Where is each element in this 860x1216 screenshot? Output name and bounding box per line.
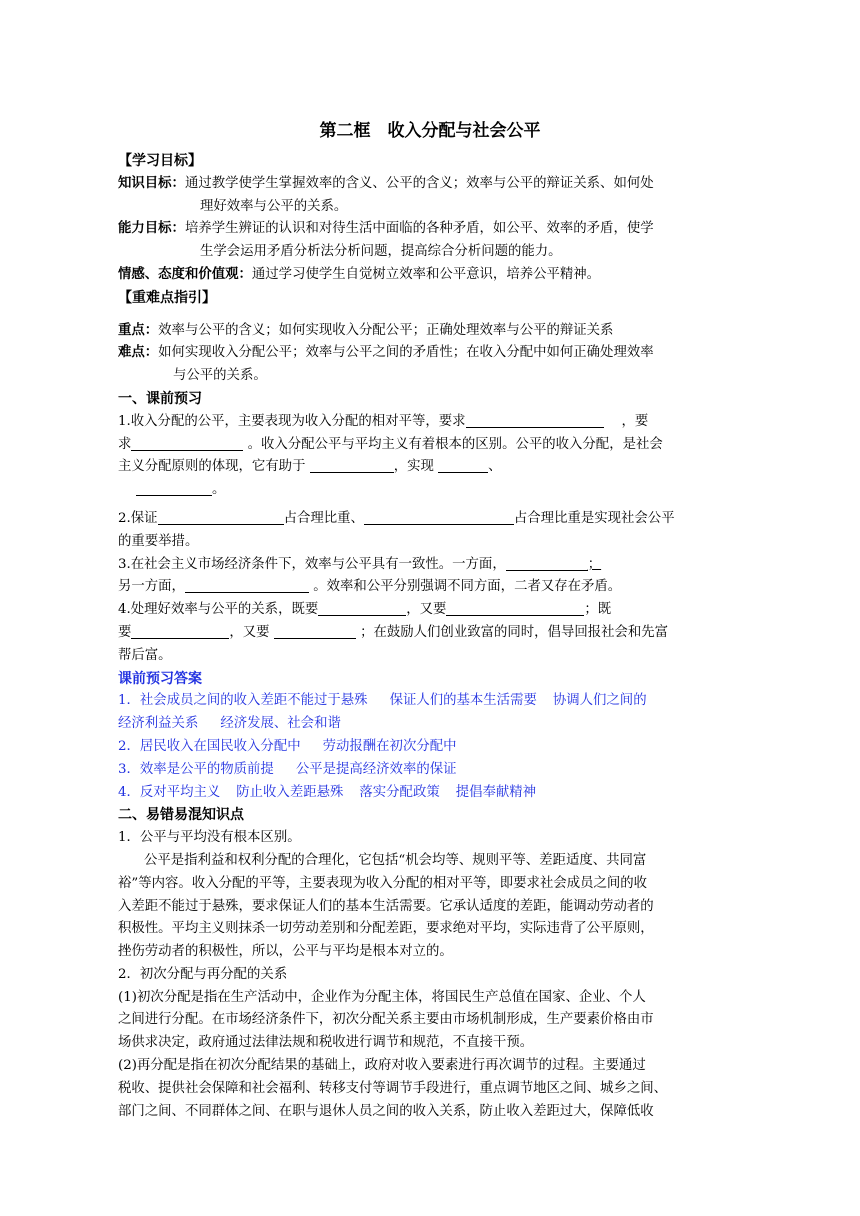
a1-part-2: 保证人们的基本生活需要 <box>389 693 537 709</box>
fill-blank[interactable] <box>274 624 356 639</box>
q3-text-a: 3.在社会主义市场经济条件下，效率与公平具有一致性。一方面， <box>118 556 506 572</box>
fill-blank[interactable] <box>185 578 309 593</box>
point-2-line-5: 税收、提供社会保障和社会福利、转移支付等调节手段进行，重点调节地区之间、城乡之间、 <box>118 1080 668 1096</box>
knowledge-objective <box>118 173 732 196</box>
fill-blank[interactable] <box>131 436 243 451</box>
a2-part-1: 2．居民收入在国民收入分配中 <box>118 738 301 754</box>
keypoints-heading: 【重难点指引】 <box>118 289 216 306</box>
answer-1-line-2 <box>118 713 732 736</box>
point-2-line-2: 之间进行分配。在市场经济条件下，初次分配关系主要由市场机制形成，生产要素价格由市 <box>118 1012 654 1028</box>
point-2-title: 2．初次分配与再分配的关系 <box>118 966 288 982</box>
page-title: 第二框 收入分配与社会公平 <box>319 121 541 141</box>
question-2-line-1 <box>118 508 732 531</box>
point-2-line-6: 部门之间、不同群体之间、在职与退休人员之间的收入关系，防止收入差距过大，保障低收 <box>118 1103 654 1119</box>
a1-part-1: 1．社会成员之间的收入差距不能过于悬殊 <box>118 693 368 709</box>
a1-part-4: 经济利益关系 <box>118 716 199 732</box>
document-content <box>118 150 732 1123</box>
question-4-line-1 <box>118 599 732 622</box>
fill-blank[interactable] <box>364 510 514 525</box>
a2-part-2: 劳动报酬在初次分配中 <box>322 738 457 754</box>
question-1-line-1 <box>118 411 732 434</box>
q4-text-e: ，又要 <box>229 624 274 640</box>
q3-text-d: 。效率和公平分别强调不同方面，二者又存在矛盾。 <box>308 579 622 595</box>
point-1-line-4: 积极性。平均主义则抹杀一切劳动差别和分配差距，要求绝对平均，实际违背了公平原则， <box>118 921 654 937</box>
question-1-line-3 <box>118 456 732 479</box>
a3-part-2: 公平是提高经济效率的保证 <box>295 761 457 777</box>
preview-heading: 一、课前预习 <box>118 390 202 407</box>
question-3-line-1 <box>118 554 732 577</box>
q1-text-d: 。收入分配公平与平均主义有着根本的区别。公平的收入分配，是社会 <box>247 436 663 452</box>
knowledge-label: 知识目标： <box>118 175 185 191</box>
fill-blank[interactable] <box>158 510 284 525</box>
point-1-line-1: 公平是指利益和权利分配的合理化，它包括“机会均等、规则平等、差距适度、共同富 <box>144 852 647 868</box>
point-2-line-1: (1)初次分配是指在生产活动中，企业作为分配主体，将国民生产总值在国家、企业、个人 <box>118 989 646 1005</box>
a4-part-3: 落实分配政策 <box>359 784 440 800</box>
q3-text-b: ； <box>587 556 602 572</box>
knowledge-text-2: 理好效率与公平的关系。 <box>200 198 348 214</box>
point-1-line-2: 裕”等内容。收入分配的平等，主要表现为收入分配的相对平等，即要求社会成员之间的收 <box>118 875 648 891</box>
key-label: 重点： <box>118 322 159 338</box>
question-1-line-4 <box>118 479 732 502</box>
fill-blank[interactable] <box>506 556 588 571</box>
answer-2 <box>118 736 732 759</box>
a4-part-1: 4．反对平均主义 <box>118 784 221 800</box>
q4-text-c: ；既 <box>584 602 612 618</box>
q3-text-c: 另一方面， <box>118 579 185 595</box>
fill-blank[interactable] <box>136 481 212 496</box>
fill-blank[interactable] <box>446 601 584 616</box>
objectives-heading: 【学习目标】 <box>118 153 202 169</box>
fill-blank[interactable] <box>310 458 394 473</box>
q2-text-c: 占合理比重是实现社会公平 <box>513 510 675 526</box>
q4-text-d: 要 <box>118 624 132 640</box>
key-text: 效率与公平的含义；如何实现收入分配公平；正确处理效率与公平的辩证关系 <box>158 322 614 338</box>
ability-label: 能力目标： <box>118 221 185 237</box>
q1-text-g: 、 <box>488 459 502 475</box>
fill-blank[interactable] <box>131 624 229 639</box>
q1-text-e: 主义分配原则的体现，它有助于 <box>118 459 310 475</box>
q1-text-f: ，实现 <box>393 459 439 475</box>
answers-heading: 课前预习答案 <box>118 670 202 687</box>
q2-text-b: 占合理比重、 <box>283 510 364 526</box>
difficult-text-1: 如何实现收入分配公平；效率与公平之间的矛盾性；在收入分配中如何正确处理效率 <box>158 345 654 361</box>
section-2-heading: 二、易错易混知识点 <box>118 807 244 824</box>
point-1-title: 1．公平与平均没有根本区别。 <box>118 830 301 846</box>
ability-objective <box>118 218 732 241</box>
point-1-line-5: 挫伤劳动者的积极性，所以，公平与平均是根本对立的。 <box>118 944 453 960</box>
fill-blank[interactable] <box>466 413 604 428</box>
answer-4 <box>118 782 732 805</box>
question-4-line-2 <box>118 622 732 645</box>
point-2-line-4: (2)再分配是指在初次分配结果的基础上，政府对收入要素进行再次调节的过程。主要通过 <box>118 1058 646 1074</box>
q1-text-b: ，要 <box>621 413 649 429</box>
ability-text-2: 生学会运用矛盾分析法分析问题，提高综合分析问题的能力。 <box>200 244 562 260</box>
point-1-line-3: 入差距不能过于悬殊，要求保证人们的基本生活需要。它承认适度的差距，能调动劳动者的 <box>118 898 654 914</box>
q4-text-f: ；在鼓励人们创业致富的同时，倡导回报社会和先富 <box>355 624 669 640</box>
q2-text-a: 2.保证 <box>118 510 158 526</box>
key-point <box>118 320 732 343</box>
question-3-line-2 <box>118 576 732 599</box>
a1-part-5: 经济发展、社会和谐 <box>220 716 341 732</box>
ability-text-1: 培养学生辨证的认识和对待生活中面临的各种矛盾，如公平、效率的矛盾，使学 <box>184 221 654 237</box>
answer-3 <box>118 759 732 782</box>
emotion-objective <box>118 264 732 287</box>
a4-part-4: 提倡奉献精神 <box>455 784 537 800</box>
a4-part-2: 防止收入差距悬殊 <box>236 784 344 800</box>
difficult-text-2: 与公平的关系。 <box>173 368 267 384</box>
q1-text-h: 。 <box>212 482 226 498</box>
q1-text-a: 1.收入分配的公平，主要表现为收入分配的相对平等，要求 <box>118 413 466 429</box>
q4-text-a: 4.处理好效率与公平的关系，既要 <box>118 602 319 618</box>
q4-text-b: ，又要 <box>406 602 447 618</box>
fill-blank[interactable] <box>318 601 406 616</box>
answer-1-line-1 <box>118 690 732 713</box>
emotion-text: 通过学习使学生自觉树立效率和公平意识，培养公平精神。 <box>251 266 601 282</box>
question-2-line-2: 的重要举措。 <box>118 533 199 549</box>
difficult-point <box>118 342 732 365</box>
question-1-line-2 <box>118 434 732 457</box>
a3-part-1: 3．效率是公平的物质前提 <box>118 761 274 777</box>
point-2-line-3: 场供求决定，政府通过法律法规和税收进行调节和规范，不直接干预。 <box>118 1035 534 1051</box>
emotion-label: 情感、态度和价值观： <box>118 266 252 282</box>
a1-part-3: 协调人们之间的 <box>552 693 647 709</box>
difficult-label: 难点： <box>118 345 159 361</box>
q1-text-c: 求 <box>118 436 132 452</box>
fill-blank[interactable] <box>438 458 488 473</box>
knowledge-text-1: 通过教学使学生掌握效率的含义、公平的含义；效率与公平的辩证关系、如何处 <box>184 175 654 191</box>
question-4-line-3: 帮后富。 <box>118 647 172 663</box>
